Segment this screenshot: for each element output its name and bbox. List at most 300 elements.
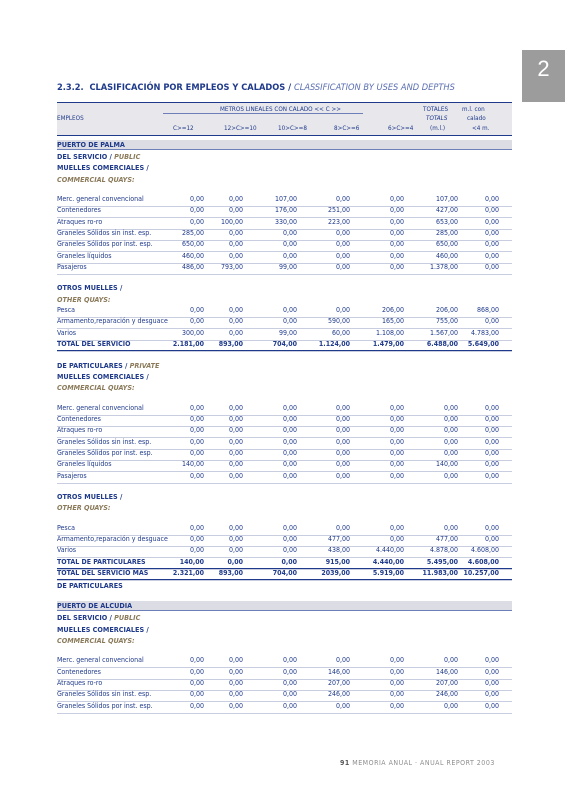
- row-label: Pesca: [57, 306, 76, 314]
- row-label: Graneles líquidos: [57, 460, 112, 469]
- cell-value: 486,00: [181, 262, 204, 271]
- cell-value: 0,00: [228, 403, 243, 412]
- label-es: OTHER QUAYS:: [57, 503, 111, 513]
- table-row: [57, 426, 512, 438]
- header-col-3: 10>C>=8: [278, 125, 308, 132]
- total-rule: [57, 350, 512, 351]
- total-rule: [57, 579, 512, 580]
- cell-value: 0,00: [484, 426, 499, 435]
- cell-value: 207,00: [435, 678, 458, 687]
- cell-value: 0,00: [484, 217, 499, 226]
- cell-value: 0,00: [189, 206, 204, 215]
- cell-value: 0,00: [228, 690, 243, 699]
- header-calado: calado: [467, 115, 486, 122]
- group-label: [57, 625, 149, 634]
- cell-value: 107,00: [274, 195, 297, 204]
- cell-value: 0,00: [389, 460, 404, 469]
- group-label: [57, 492, 122, 501]
- cell-value: 0,00: [189, 317, 204, 326]
- table-row: [57, 656, 512, 668]
- group-label: [57, 372, 149, 381]
- cell-value: 0,00: [282, 426, 297, 435]
- table-row: [57, 460, 512, 472]
- cell-value: 793,00: [220, 262, 243, 271]
- cell-value: 2.321,00: [172, 569, 204, 578]
- row-label: Armamento,reparación y desguace: [57, 317, 168, 326]
- header-mlcon: m.l. con: [462, 106, 485, 113]
- row-label: Pesca: [57, 523, 76, 532]
- table-row: [57, 263, 512, 275]
- cell-value: 477,00: [327, 535, 350, 544]
- cell-value: 0,00: [189, 523, 204, 532]
- cell-value: 0,00: [282, 448, 297, 457]
- cell-value: 0,00: [389, 240, 404, 249]
- table-row: [57, 218, 512, 230]
- cell-value: 6.488,00: [426, 339, 458, 348]
- table-row: [57, 415, 512, 427]
- cell-value: 60,00: [331, 328, 350, 337]
- row-label: Merc. general convencional: [57, 656, 144, 665]
- cell-value: 0,00: [443, 656, 458, 665]
- cell-value: 0,00: [282, 437, 297, 446]
- cell-value: 0,00: [389, 690, 404, 699]
- row-label: Pasajeros: [57, 471, 87, 480]
- label-es: DEL SERVICIO /: [57, 152, 112, 161]
- table-row: [57, 702, 512, 714]
- cell-value: 0,00: [335, 426, 350, 435]
- cell-value: 0,00: [228, 195, 243, 204]
- row-label: Contenedores: [57, 667, 101, 676]
- cell-value: 0,00: [389, 403, 404, 412]
- label-es: DE PARTICULARES /: [57, 360, 128, 370]
- cell-value: 0,00: [484, 701, 499, 710]
- label-es: DEL SERVICIO /: [57, 613, 112, 623]
- cell-value: 0,00: [484, 262, 499, 271]
- cell-value: 0,00: [189, 656, 204, 665]
- cell-value: 0,00: [189, 195, 204, 204]
- cell-value: 0,00: [484, 251, 499, 260]
- table-header: [57, 103, 512, 135]
- section-title-text: PUERTO DE ALCUDIA: [57, 601, 133, 611]
- cell-value: 0,00: [335, 306, 350, 314]
- cell-value: 0,00: [282, 251, 297, 260]
- cell-value: 438,00: [327, 546, 350, 555]
- table-row: [57, 329, 512, 341]
- group-sublabel: [57, 295, 111, 304]
- cell-value: 0,00: [228, 656, 243, 665]
- cell-value: 893,00: [218, 569, 243, 578]
- cell-value: 0,00: [443, 426, 458, 435]
- cell-value: 0,00: [389, 262, 404, 271]
- cell-value: 0,00: [389, 415, 404, 423]
- cell-value: 0,00: [484, 415, 499, 423]
- table-row: [57, 438, 512, 450]
- cell-value: 206,00: [435, 306, 458, 314]
- cell-value: 0,00: [443, 415, 458, 423]
- row-label: Contenedores: [57, 206, 101, 215]
- cell-value: 0,00: [228, 546, 243, 555]
- cell-value: 0,00: [282, 240, 297, 249]
- title-es: CLASIFICACIÓN POR EMPLEOS Y CALADOS /: [89, 82, 292, 93]
- cell-value: 460,00: [435, 251, 458, 260]
- cell-value: 0,00: [228, 229, 243, 237]
- table-row: [57, 229, 512, 241]
- cell-value: 251,00: [327, 206, 350, 215]
- cell-value: 0,00: [335, 701, 350, 710]
- group-label: [57, 581, 123, 590]
- cell-value: 0,00: [335, 240, 350, 249]
- row-label: TOTAL DEL SERVICIO: [57, 339, 131, 348]
- cell-value: 5.649,00: [467, 339, 499, 348]
- row-label: Graneles Sólidos sin inst. esp.: [57, 229, 152, 237]
- table-row: [57, 535, 512, 547]
- cell-value: 0,00: [189, 701, 204, 710]
- group-sublabel: [57, 503, 111, 512]
- section-header: [57, 140, 512, 149]
- cell-value: 4.440,00: [375, 546, 404, 555]
- cell-value: 0,00: [189, 667, 204, 676]
- cell-value: 0,00: [484, 403, 499, 412]
- cell-value: 704,00: [272, 569, 297, 578]
- cell-value: 246,00: [435, 690, 458, 699]
- cell-value: 285,00: [435, 229, 458, 237]
- cell-value: 0,00: [189, 471, 204, 480]
- row-label: Atraques ro-ro: [57, 426, 103, 435]
- cell-value: 146,00: [435, 667, 458, 676]
- cell-value: 0,00: [189, 415, 204, 423]
- cell-value: 146,00: [327, 667, 350, 676]
- cell-value: 0,00: [335, 437, 350, 446]
- cell-value: 0,00: [335, 229, 350, 237]
- cell-value: 206,00: [381, 306, 404, 314]
- row-label: Graneles Sólidos sin inst. esp.: [57, 437, 152, 446]
- cell-value: 0,00: [282, 656, 297, 665]
- header-totals: TOTALS: [426, 115, 448, 122]
- cell-value: 868,00: [476, 306, 499, 314]
- table-row: [57, 306, 512, 318]
- cell-value: 0,00: [189, 403, 204, 412]
- group-label: [57, 283, 122, 292]
- header-lt4: <4 m.: [472, 125, 490, 132]
- cell-value: 0,00: [228, 448, 243, 457]
- cell-value: 0,00: [189, 217, 204, 226]
- cell-value: 4.878,00: [429, 546, 458, 555]
- cell-value: 0,00: [189, 437, 204, 446]
- cell-value: 0,00: [282, 546, 297, 555]
- cell-value: 5.495,00: [426, 557, 458, 566]
- cell-value: 0,00: [282, 535, 297, 544]
- cell-value: 650,00: [435, 240, 458, 249]
- cell-value: 0,00: [228, 667, 243, 676]
- label-es: MUELLES COMERCIALES /: [57, 371, 149, 381]
- cell-value: 0,00: [389, 251, 404, 260]
- cell-value: 300,00: [181, 328, 204, 337]
- cell-value: 0,00: [282, 701, 297, 710]
- cell-value: 0,00: [389, 667, 404, 676]
- cell-value: 0,00: [335, 448, 350, 457]
- footer-page-number: 91: [340, 759, 350, 767]
- cell-value: 0,00: [389, 437, 404, 446]
- cell-value: 0,00: [228, 471, 243, 480]
- cell-value: 460,00: [181, 251, 204, 260]
- cell-value: 0,00: [389, 206, 404, 215]
- table-row: [57, 524, 512, 536]
- chapter-number: 2: [537, 56, 550, 81]
- cell-value: 0,00: [484, 195, 499, 204]
- row-label: Merc. general convencional: [57, 403, 144, 412]
- cell-value: 10.257,00: [463, 569, 499, 578]
- cell-value: 4.608,00: [467, 557, 499, 566]
- table-row: [57, 317, 512, 329]
- cell-value: 0,00: [484, 317, 499, 326]
- cell-value: 0,00: [189, 448, 204, 457]
- cell-value: 0,00: [227, 557, 243, 566]
- cell-value: 0,00: [282, 415, 297, 423]
- cell-value: 0,00: [335, 460, 350, 469]
- cell-value: 0,00: [281, 557, 297, 566]
- cell-value: 590,00: [327, 317, 350, 326]
- cell-value: 0,00: [282, 523, 297, 532]
- label-es: MUELLES COMERCIALES /: [57, 624, 149, 634]
- row-label: Graneles Sólidos sin inst. esp.: [57, 690, 152, 699]
- row-label: TOTAL DEL SERVICIO MAS: [57, 569, 149, 578]
- cell-value: 0,00: [484, 437, 499, 446]
- label-es: DE PARTICULARES: [57, 580, 123, 590]
- table-row: [57, 240, 512, 252]
- row-label: Varios: [57, 328, 77, 337]
- label-es: COMMERCIAL QUAYS:: [57, 635, 135, 645]
- cell-value: 140,00: [179, 557, 204, 566]
- cell-value: 207,00: [327, 678, 350, 687]
- cell-value: 0,00: [189, 546, 204, 555]
- cell-value: 0,00: [389, 656, 404, 665]
- cell-value: 176,00: [274, 206, 297, 215]
- table-row: [57, 206, 512, 218]
- cell-value: 0,00: [484, 523, 499, 532]
- cell-value: 2039,00: [321, 569, 350, 578]
- cell-value: 650,00: [181, 240, 204, 249]
- cell-value: 0,00: [484, 471, 499, 480]
- cell-value: 0,00: [282, 690, 297, 699]
- table-row: [57, 472, 512, 484]
- cell-value: 0,00: [228, 535, 243, 544]
- cell-value: 0,00: [228, 206, 243, 215]
- cell-value: 0,00: [282, 306, 297, 314]
- group-label: [57, 613, 140, 622]
- label-en: PUBLIC: [111, 613, 141, 623]
- cell-value: 0,00: [282, 471, 297, 480]
- table-row: [57, 690, 512, 702]
- table-row: [57, 679, 512, 691]
- label-es: OTHER QUAYS:: [57, 294, 111, 304]
- cell-value: 4.783,00: [470, 328, 499, 337]
- cell-value: 0,00: [484, 448, 499, 457]
- cell-value: 5.919,00: [372, 569, 404, 578]
- row-label: Pasajeros: [57, 262, 87, 271]
- cell-value: 0,00: [189, 678, 204, 687]
- cell-value: 285,00: [181, 229, 204, 237]
- row-label: Graneles Sólidos por inst. esp.: [57, 448, 153, 457]
- cell-value: 0,00: [389, 678, 404, 687]
- cell-value: 0,00: [335, 656, 350, 665]
- group-sublabel: [57, 175, 135, 184]
- cell-value: 100,00: [220, 217, 243, 226]
- cell-value: 330,00: [274, 217, 297, 226]
- cell-value: 0,00: [228, 426, 243, 435]
- group-label: [57, 163, 149, 172]
- cell-value: 0,00: [484, 535, 499, 544]
- cell-value: 0,00: [443, 448, 458, 457]
- cell-value: 0,00: [389, 195, 404, 204]
- cell-value: 0,00: [335, 251, 350, 260]
- title-en: CLASSIFICATION BY USES AND DEPTHS: [293, 82, 455, 93]
- cell-value: 0,00: [484, 240, 499, 249]
- cell-value: 0,00: [484, 656, 499, 665]
- row-label: Armamento,reparación y desguace: [57, 535, 168, 544]
- cell-value: 0,00: [228, 415, 243, 423]
- cell-value: 0,00: [282, 667, 297, 676]
- cell-value: 1.567,00: [429, 328, 458, 337]
- cell-value: 0,00: [228, 306, 243, 314]
- cell-value: 0,00: [389, 523, 404, 532]
- cell-value: 0,00: [282, 460, 297, 469]
- label-es: OTROS MUELLES /: [57, 283, 123, 293]
- cell-value: 1.124,00: [318, 339, 350, 348]
- group-label: [57, 361, 159, 370]
- cell-value: 0,00: [282, 403, 297, 412]
- cell-value: 140,00: [435, 460, 458, 469]
- cell-value: 0,00: [443, 701, 458, 710]
- row-label: Atraques ro-ro: [57, 217, 103, 226]
- cell-value: 4.440,00: [372, 557, 404, 566]
- cell-value: 704,00: [272, 339, 297, 348]
- cell-value: 0,00: [335, 195, 350, 204]
- row-label: Merc. general convencional: [57, 195, 144, 204]
- row-label: Varios: [57, 546, 77, 555]
- cell-value: 0,00: [484, 229, 499, 237]
- cell-value: 246,00: [327, 690, 350, 699]
- section-title: [57, 82, 455, 93]
- cell-value: 0,00: [228, 460, 243, 469]
- table-row: [57, 546, 512, 558]
- header-col-5: 6>C>=4: [388, 125, 414, 132]
- header-col-1: C>=12: [173, 125, 194, 132]
- header-mid-rule: [163, 113, 363, 114]
- cell-value: 893,00: [218, 339, 243, 348]
- header-metros: METROS LINEALES CON CALADO << C >>: [220, 106, 341, 113]
- cell-value: 0,00: [443, 471, 458, 480]
- cell-value: 2.181,00: [172, 339, 204, 348]
- cell-value: 427,00: [435, 206, 458, 215]
- group-sublabel: [57, 383, 135, 392]
- cell-value: 755,00: [435, 317, 458, 326]
- table-row: [57, 449, 512, 461]
- cell-value: 477,00: [435, 535, 458, 544]
- row-label: Graneles líquidos: [57, 251, 112, 260]
- section-header: [57, 601, 512, 610]
- cell-value: 1.479,00: [372, 339, 404, 348]
- cell-value: 0,00: [228, 437, 243, 446]
- cell-value: 0,00: [335, 415, 350, 423]
- header-bottom-rule: [57, 135, 512, 136]
- cell-value: 99,00: [278, 328, 297, 337]
- label-es: COMMERCIAL QUAYS:: [57, 383, 135, 393]
- cell-value: 0,00: [228, 317, 243, 326]
- header-totales: TOTALES: [423, 106, 449, 113]
- cell-value: 0,00: [443, 437, 458, 446]
- header-col-2: 12>C>=10: [224, 125, 257, 132]
- cell-value: 0,00: [228, 328, 243, 337]
- cell-value: 0,00: [389, 701, 404, 710]
- cell-value: 0,00: [335, 523, 350, 532]
- group-label: [57, 152, 140, 161]
- label-es: OTROS MUELLES /: [57, 492, 123, 501]
- header-top-rule: [57, 102, 512, 103]
- cell-value: 4.608,00: [470, 546, 499, 555]
- cell-value: 0,00: [484, 690, 499, 699]
- label-es: MUELLES COMERCIALES /: [57, 163, 149, 173]
- page-footer: [340, 759, 495, 767]
- cell-value: 0,00: [484, 678, 499, 687]
- label-es: COMMERCIAL QUAYS:: [57, 174, 135, 184]
- cell-value: 0,00: [228, 678, 243, 687]
- cell-value: 0,00: [335, 471, 350, 480]
- table-row: [57, 404, 512, 416]
- cell-value: 0,00: [389, 471, 404, 480]
- section-title-text: PUERTO DE PALMA: [57, 140, 125, 149]
- cell-value: 0,00: [389, 217, 404, 226]
- cell-value: 653,00: [435, 217, 458, 226]
- cell-value: 1.378,00: [429, 262, 458, 271]
- cell-value: 0,00: [228, 701, 243, 710]
- cell-value: 0,00: [484, 206, 499, 215]
- cell-value: 11.983,00: [422, 569, 458, 578]
- cell-value: 0,00: [389, 535, 404, 544]
- cell-value: 0,00: [443, 523, 458, 532]
- header-ml: (m.l.): [430, 125, 446, 132]
- row-label: Contenedores: [57, 415, 101, 423]
- label-en: PRIVATE: [127, 360, 160, 370]
- cell-value: 915,00: [325, 557, 350, 566]
- cell-value: 1.108,00: [375, 328, 404, 337]
- section-rule: [57, 149, 512, 150]
- table-row: [57, 668, 512, 680]
- cell-value: 0,00: [389, 448, 404, 457]
- cell-value: 165,00: [381, 317, 404, 326]
- cell-value: 0,00: [484, 460, 499, 469]
- cell-value: 0,00: [389, 229, 404, 237]
- cell-value: 0,00: [189, 426, 204, 435]
- row-label: TOTAL DE PARTICULARES: [57, 557, 146, 566]
- row-label: Graneles Sólidos por inst. esp.: [57, 701, 153, 710]
- cell-value: 140,00: [181, 460, 204, 469]
- cell-value: 0,00: [228, 251, 243, 260]
- row-label: Atraques ro-ro: [57, 678, 103, 687]
- cell-value: 107,00: [435, 195, 458, 204]
- cell-value: 0,00: [484, 667, 499, 676]
- chapter-tab: [522, 50, 565, 102]
- section-rule: [57, 610, 512, 611]
- header-col-4: 8>C>=6: [334, 125, 360, 132]
- cell-value: 0,00: [443, 403, 458, 412]
- title-code: 2.3.2.: [57, 82, 84, 93]
- cell-value: 0,00: [282, 229, 297, 237]
- cell-value: 0,00: [335, 403, 350, 412]
- group-sublabel: [57, 636, 135, 645]
- cell-value: 0,00: [189, 306, 204, 314]
- cell-value: 0,00: [282, 317, 297, 326]
- cell-value: 0,00: [389, 426, 404, 435]
